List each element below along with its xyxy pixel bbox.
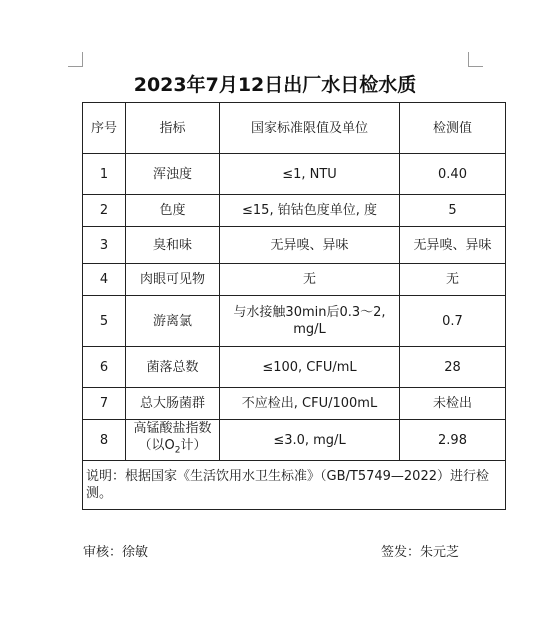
indicator-line2-prefix: （以O [138,438,175,454]
row-indicator: 浑浊度 [126,154,220,195]
row-indicator: 总大肠菌群 [126,388,220,420]
reviewer-signature: 审核：徐敏 [83,545,149,560]
header-value: 检测值 [400,103,506,154]
row-value: 未检出 [400,388,506,420]
row-no: 3 [83,227,126,264]
row-no: 4 [83,264,126,296]
header-no: 序号 [83,103,126,154]
table-header-row [83,103,506,154]
table-row [83,420,506,461]
row-indicator: 色度 [126,195,220,227]
table-row [83,195,506,227]
row-no: 1 [83,154,126,195]
row-indicator: 游离氯 [126,296,220,347]
row-value: 0.7 [400,296,506,347]
table-row [83,388,506,420]
row-limit: ≤15, 铂钴色度单位, 度 [220,195,400,227]
row-indicator: 臭和味 [126,227,220,264]
row-value: 5 [400,195,506,227]
indicator-line2-subscript: 2 [174,445,181,456]
header-limit: 国家标准限值及单位 [220,103,400,154]
row-limit: 无异嗅、异味 [220,227,400,264]
table-row [83,296,506,347]
table-row [83,347,506,388]
row-limit: 与水接触30min后0.3～2, mg/L [220,296,400,347]
row-limit: ≤1, NTU [220,154,400,195]
issuer-signature: 签发：朱元芝 [381,545,460,560]
row-value: 28 [400,347,506,388]
row-limit: 无 [220,264,400,296]
row-value: 2.98 [400,420,506,461]
row-indicator: 肉眼可见物 [126,264,220,296]
indicator-line2-suffix: 计） [180,438,207,454]
table-note: 说明：根据国家《生活饮用水卫生标准》（GB/T5749—2022）进行检测。 [83,461,506,510]
row-limit: ≤3.0, mg/L [220,420,400,461]
row-no: 8 [83,420,126,461]
row-indicator: 菌落总数 [126,347,220,388]
row-no: 5 [83,296,126,347]
row-indicator [126,420,220,461]
row-value: 无 [400,264,506,296]
crop-mark-top-left [68,52,83,67]
row-limit: ≤100, CFU/mL [220,347,400,388]
table-note-row [83,461,506,510]
row-limit: 不应检出, CFU/100mL [220,388,400,420]
table-row [83,154,506,195]
water-quality-table [82,102,506,510]
table-row [83,227,506,264]
document-title: 2023年7月12日出厂水日检水质 [133,74,417,96]
table-row [83,264,506,296]
header-indicator: 指标 [126,103,220,154]
crop-mark-top-right [468,52,483,67]
row-no: 2 [83,195,126,227]
indicator-line1: 高锰酸盐指数 [133,421,212,437]
row-no: 7 [83,388,126,420]
row-value: 无异嗅、异味 [400,227,506,264]
row-no: 6 [83,347,126,388]
row-value: 0.40 [400,154,506,195]
